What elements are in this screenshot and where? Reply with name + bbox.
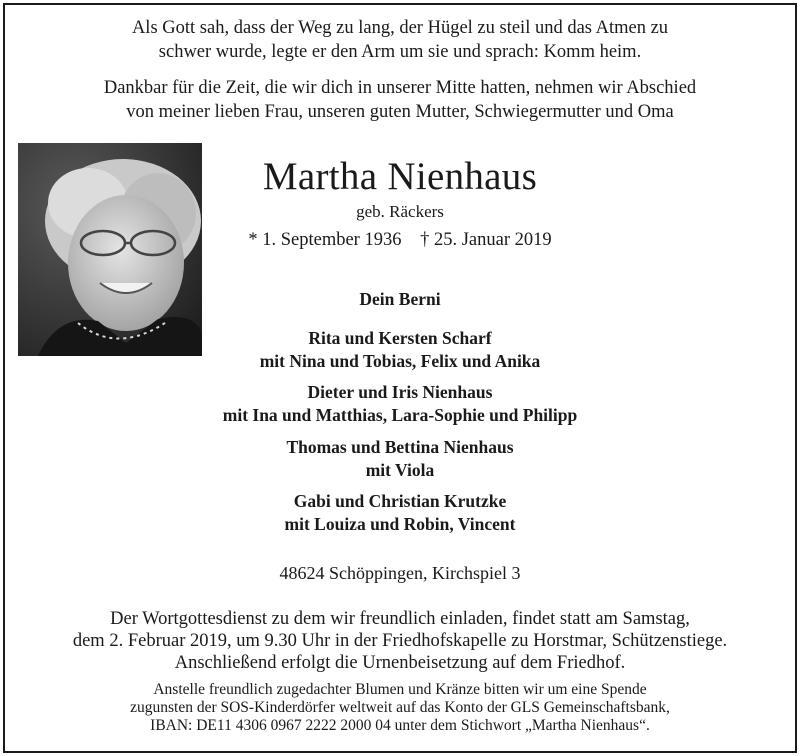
death-date: † 25. Januar 2019 [420, 230, 552, 250]
portrait-photo [18, 143, 202, 356]
family-line: Dieter und Iris Nienhaus [307, 382, 493, 402]
family-line: mit Ina und Matthias, Lara-Sophie und Philipp [222, 405, 578, 425]
donation-line: Anstelle freundlich zugedachter Blumen und Kränze bitten wir um eine Spende [153, 681, 647, 698]
birth-date: * 1. September 1936 [248, 230, 402, 250]
deceased-name: Martha Nienhaus [262, 155, 538, 198]
family-line: mit Nina und Tobias, Felix und Anika [259, 351, 541, 371]
service-info [0, 608, 800, 674]
donation-line: zugunsten der SOS-Kinderdörfer weltweit auf das Konto der GLS Gemeinschaftsbank, [130, 699, 670, 716]
family-line: mit Louiza und Robin, Vincent [284, 514, 516, 534]
maiden-name: geb. Räckers [356, 202, 444, 221]
life-dates [200, 230, 600, 251]
farewell-line: von meiner lieben Frau, unseren guten Mutter, Schwiegermutter und Oma [126, 102, 674, 122]
service-line: Anschließend erfolgt die Urnenbeisetzung auf dem Friedhof. [174, 653, 626, 673]
farewell-line: Dankbar für die Zeit, die wir dich in unserer Mitte hatten, nehmen wir Abschied [103, 78, 697, 98]
donation-note [0, 681, 800, 735]
family-line: mit Viola [365, 460, 435, 480]
family-line: Gabi und Christian Krutzke [293, 491, 507, 511]
poem-line: Als Gott sah, dass der Weg zu lang, der Hügel zu steil und das Atmen zu [131, 18, 669, 38]
family-line: Rita und Kersten Scharf [308, 328, 492, 348]
family-line: Dein Berni [359, 289, 441, 309]
poem-line: schwer wurde, legte er den Arm um sie und sprach: Komm heim. [158, 42, 642, 62]
donation-line: IBAN: DE11 4306 0967 2222 2000 04 unter dem Stichwort „Martha Nienhaus“. [150, 717, 650, 734]
family-group [200, 381, 600, 427]
service-line: Der Wortgottesdienst zu dem wir freundlich einladen, findet statt am Samstag, [110, 609, 690, 629]
service-line: dem 2. Februar 2019, um 9.30 Uhr in der Friedhofskapelle zu Horstmar, Schützenstiege. [72, 631, 728, 651]
family-group [200, 436, 600, 482]
family-group [200, 327, 600, 373]
family-group [200, 490, 600, 536]
family-group [200, 288, 600, 311]
poem [0, 16, 800, 64]
family-line: Thomas und Bettina Nienhaus [286, 437, 514, 457]
family-address: 48624 Schöppingen, Kirchspiel 3 [279, 563, 521, 583]
farewell-text [0, 76, 800, 124]
